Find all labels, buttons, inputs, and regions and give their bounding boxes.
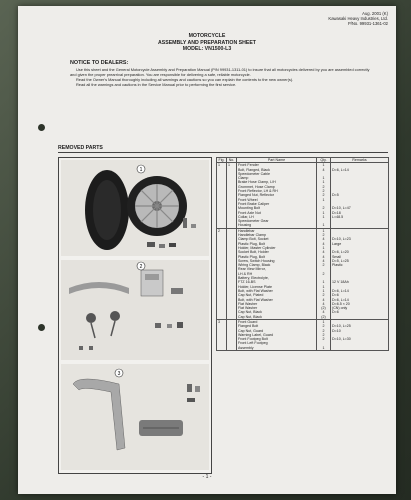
cell-part-name: Housing xyxy=(237,223,317,228)
cell-qty: 2 xyxy=(317,337,331,341)
tire-inner xyxy=(93,180,121,240)
cell-remarks: (CN) only xyxy=(331,306,389,310)
rear-view-mirror-right xyxy=(110,311,120,321)
battery xyxy=(141,270,163,296)
cell-part-name: Clamp xyxy=(237,176,317,180)
cell-remarks xyxy=(331,346,389,351)
cell-qty: 4 xyxy=(317,302,331,306)
cell-qty: 1 xyxy=(317,198,331,202)
cell-qty: 1 xyxy=(317,176,331,180)
punch-hole xyxy=(38,124,45,131)
cell-remarks: D=6, L=14 xyxy=(331,168,389,172)
cell-remarks: D=5, L=25 xyxy=(331,259,389,263)
cell-part-name: Handlebar Clamp xyxy=(237,233,317,237)
cell-qty: (2) xyxy=(317,306,331,310)
cell-remarks: D=18 xyxy=(331,211,389,215)
small-part xyxy=(187,384,192,392)
cell-qty: 1 xyxy=(317,285,331,289)
small-part xyxy=(169,243,176,247)
header-part-name: Part Name xyxy=(237,158,317,163)
cell-qty: 1 xyxy=(317,319,331,324)
small-part xyxy=(89,346,93,350)
cell-part-name: Wiring Clamp, Black xyxy=(237,263,317,267)
cell-part-name: Bolt, with Flat Washer xyxy=(237,298,317,302)
cell-part-name: Front Wheel xyxy=(237,198,317,202)
cell-part-name: Socket Bolt, Holder xyxy=(237,250,317,254)
cell-part-name: Front Guard xyxy=(237,319,317,324)
cell-qty: 4 xyxy=(317,298,331,302)
notice-paragraph-1: Use this sheet and the General Motorcycle Assembly and Preparation Manual (P/N 99931-1311-01) to insure that all motorcycles delivered by you are assembled correctly and given the proper prearrival preparation. You are responsible for delivering a safe, reliable motorcycle. xyxy=(70,67,370,77)
cell-qty: 1 xyxy=(317,223,331,228)
notice-paragraph-3: Read all the warnings and cautions in the Service Manual prior to performing the first service. xyxy=(76,82,237,88)
header-no: No. xyxy=(227,158,237,163)
section-divider xyxy=(58,152,388,153)
title-line-1: MOTORCYCLE xyxy=(188,33,226,39)
cell-qty: 2 xyxy=(317,293,331,297)
document-sheet xyxy=(18,6,396,494)
cell-part-name: Front Left Footpeg xyxy=(237,341,317,345)
figure-2-label: 2 xyxy=(139,263,143,270)
small-part xyxy=(183,218,187,228)
cell-part-name: Speedometer Gear xyxy=(237,219,317,223)
cell-qty: 4 xyxy=(317,168,331,172)
small-part xyxy=(177,322,183,328)
cell-fig: 1 xyxy=(217,163,227,168)
cell-qty: 2 xyxy=(317,193,331,197)
cell-no: 1 xyxy=(227,163,237,168)
cell-qty: 1 xyxy=(317,180,331,184)
cell-qty: 4 xyxy=(317,310,331,314)
cell-part-name: LH & RH xyxy=(237,272,317,276)
cell-fig: 2 xyxy=(217,228,227,233)
cell-part-name: Front Axle Nut xyxy=(237,211,317,215)
cell-part-name: Flanged Nut, Reflector xyxy=(237,193,317,197)
cell-remarks: D=6, L=20 xyxy=(331,250,389,254)
page-number: - 1 - xyxy=(202,474,212,480)
rear-view-mirror-left xyxy=(86,313,96,323)
part-number: P/No. 99931-1361-02 xyxy=(347,21,388,26)
cell-qty: 4 xyxy=(317,237,331,241)
cell-remarks: D=6, L=14 xyxy=(331,289,389,293)
cell-qty: 2 xyxy=(317,189,331,193)
cell-part-name: Cap Nut, Plated xyxy=(237,293,317,297)
small-part xyxy=(159,244,165,248)
cell-qty: 2 xyxy=(317,206,331,210)
cell-part-name: Front Reflector, LH & RH xyxy=(237,189,317,193)
cell-part-name: Mounting Bolt xyxy=(237,206,317,210)
cell-remarks: D=6 xyxy=(331,310,389,314)
notice-paragraph-2: Read the Owner's Manual thoroughly including all warnings and cautions so you can explain the contents to the new owner(s). xyxy=(76,77,294,83)
company-name: Kawasaki Heavy Industries, Ltd. xyxy=(328,16,388,21)
header-qty: Qty. xyxy=(317,158,331,163)
parts-table-body xyxy=(217,163,389,351)
cell-part-name: Holder, Master Cylinder xyxy=(237,246,317,250)
header-remarks: Remarks xyxy=(331,158,389,163)
cell-part-name: Clamp Bolt, Socket xyxy=(237,237,317,241)
cell-qty: 1 xyxy=(317,289,331,293)
cell-qty: 2 xyxy=(317,233,331,237)
cell-part-name: Collar, LH xyxy=(237,215,317,219)
cell-qty: 2 xyxy=(317,329,331,333)
cell-part-name: Plastic Plug, Bolt xyxy=(237,242,317,246)
cell-part-name: Battery, Electrolyte, xyxy=(237,276,317,280)
small-part xyxy=(79,346,83,350)
cell-qty: 1 xyxy=(317,211,331,215)
cell-remarks: D=6.5 × 20 xyxy=(331,302,389,306)
battery-label xyxy=(145,274,159,280)
cell-remarks: Plastic xyxy=(331,263,389,267)
cell-part-name: Screw, Switch Housing xyxy=(237,259,317,263)
cell-part-name: Flanged Bolt xyxy=(237,324,317,328)
cell-part-name: Rear View Mirror, xyxy=(237,267,317,271)
cell-remarks: Small xyxy=(331,255,389,259)
cell-qty: 2 xyxy=(317,333,331,337)
parts-table xyxy=(216,157,389,351)
cell-qty: 4 xyxy=(317,242,331,246)
cell-part-name: Front Fender xyxy=(237,163,317,168)
notice-heading: NOTICE TO DEALERS: xyxy=(70,60,129,66)
cell-part-name: Front Footpeg Bolt xyxy=(237,337,317,341)
cell-remarks: D=6, L=14 xyxy=(331,298,389,302)
cell-remarks: D=10, L=25 xyxy=(331,324,389,328)
cell-qty: 2 xyxy=(317,263,331,267)
photo-2-background xyxy=(61,260,209,360)
cell-qty: 4 xyxy=(317,250,331,254)
revision-date: Aug. 2001 (K) xyxy=(362,11,388,16)
cell-remarks: D=10 xyxy=(331,329,389,333)
cell-fig: 3 xyxy=(217,319,227,324)
cell-remarks: D=6 xyxy=(331,293,389,297)
parts-photos xyxy=(58,157,212,474)
cell-part-name: Warning Label, Guard xyxy=(237,333,317,337)
title-line-3: MODEL: VN1500-L3 xyxy=(182,46,232,53)
cell-part-name: Front Brake Caliper xyxy=(237,202,317,206)
cell-qty: 1 xyxy=(317,246,331,250)
title-line-2: ASSEMBLY AND PREPARATION SHEET xyxy=(158,39,256,46)
cell-qty: 4 xyxy=(317,255,331,259)
cell-remarks: D=10, L=23 xyxy=(331,237,389,241)
cell-part-name: Speedometer Cable xyxy=(237,172,317,176)
cell-part-name: Grommet, Hose Clamp xyxy=(237,185,317,189)
cell-part-name: Flat Washer xyxy=(237,306,317,310)
cell-qty: 4 xyxy=(317,259,331,263)
cell-no xyxy=(227,346,237,351)
document-header xyxy=(328,11,388,26)
figure-1 xyxy=(61,160,209,256)
cell-qty: 1 xyxy=(317,280,331,284)
cell-part-name: Cap Nut, Guard xyxy=(237,329,317,333)
cell-remarks: D=10, L=47 xyxy=(331,206,389,210)
cell-qty: 1 xyxy=(317,163,331,168)
cell-part-name: Plastic Plug, Bolt xyxy=(237,255,317,259)
cell-remarks: D=5 xyxy=(331,193,389,197)
license-plate-holder xyxy=(171,288,183,294)
cell-qty: (2) xyxy=(317,315,331,320)
cell-remarks: L=48.5 xyxy=(331,215,389,219)
cell-qty: 2 xyxy=(317,324,331,328)
header-fig: Fig. xyxy=(218,158,225,162)
small-part xyxy=(191,224,196,228)
figure-2 xyxy=(61,260,209,360)
cell-remarks: Large xyxy=(331,242,389,246)
table-row xyxy=(217,346,389,351)
removed-parts-heading: REMOVED PARTS xyxy=(58,145,103,151)
cell-part-name: Bolt, with Flat Washer xyxy=(237,289,317,293)
cell-fig xyxy=(217,346,227,351)
cell-part-name: Cap Nut, Black xyxy=(237,315,317,320)
small-part xyxy=(147,242,155,247)
parts-illustration xyxy=(59,158,211,473)
cell-remarks: 12 V 18Ah xyxy=(331,280,389,284)
cell-remarks: D=10, L=30 xyxy=(331,337,389,341)
cell-qty: 2 xyxy=(317,272,331,276)
cell-part-name: FTZ 16-BS xyxy=(237,280,317,284)
cell-part-name: Bolt, Flanged, Black xyxy=(237,168,317,172)
punch-hole xyxy=(38,324,45,331)
cell-part-name: Brake Hose Clamp, L/H xyxy=(237,180,317,184)
cell-qty: 1 xyxy=(317,215,331,219)
cell-part-name: Holder, License Plate xyxy=(237,285,317,289)
cell-qty: 1 xyxy=(317,228,331,233)
small-part xyxy=(195,386,200,392)
figure-3 xyxy=(61,364,209,470)
figure-1-label: 1 xyxy=(139,166,143,173)
small-part xyxy=(155,323,161,328)
cell-part-name: Assembly xyxy=(237,346,317,351)
cell-part-name: Cap Nut, Black xyxy=(237,310,317,314)
cell-part-name: Handlebar xyxy=(237,228,317,233)
document-title xyxy=(18,33,396,53)
cell-qty: 2 xyxy=(317,185,331,189)
figure-3-label: 3 xyxy=(117,370,121,377)
cell-part-name: Flat Washer xyxy=(237,302,317,306)
warning-label xyxy=(187,398,195,402)
small-part xyxy=(167,324,172,328)
cell-qty: 1 xyxy=(317,346,331,351)
notice-body xyxy=(70,68,370,88)
